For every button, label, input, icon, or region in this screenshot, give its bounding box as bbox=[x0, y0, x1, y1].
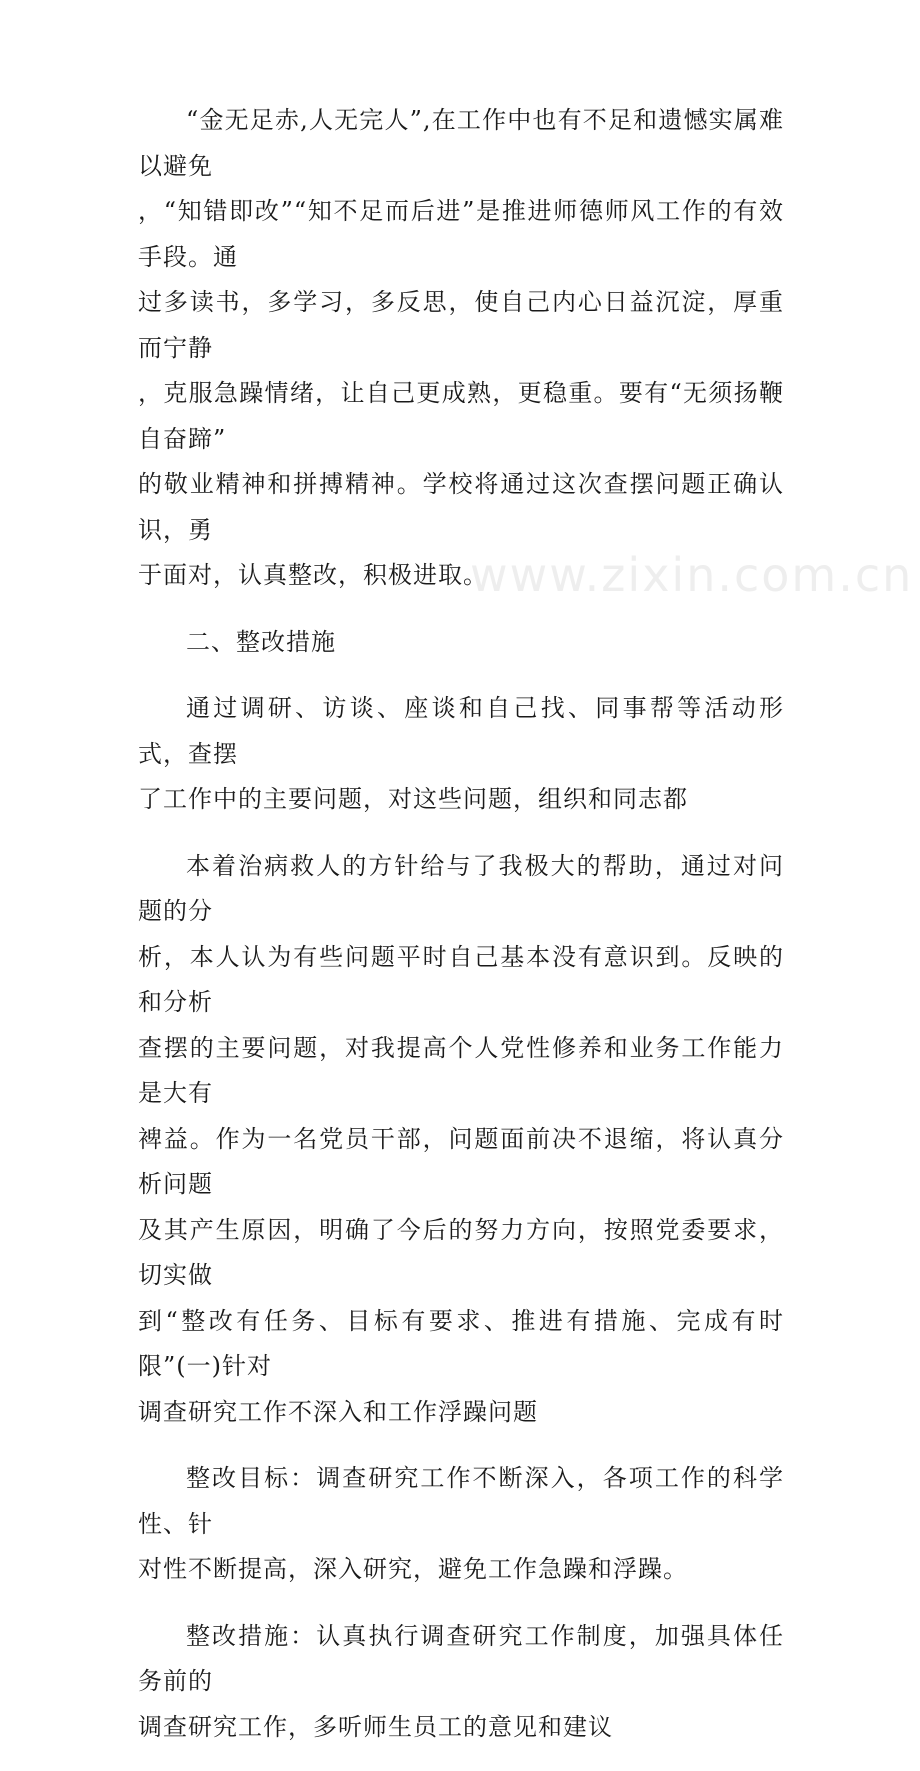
paragraph-analysis: 本着治病救人的方针给与了我极大的帮助，通过对问题的分 析，本人认为有些问题平时自己基本没有意识到。反映的和分析 查摆的主要问题，对我提高个人党性修养和业务工作能力是大有 裨益。作为一名党员干部，问题面前决不退缩，将认真分析问题 及其产生原因，明确了今后的努力方向，按照党委要求，切实做 到“整改有任务、目标有要求、推进有措施、完成有时限”(一)针对 调查研究工作不深入和工作浮躁问题 bbox=[138, 851, 784, 1426]
paragraph-intro: “金无足赤,人无完人”,在工作中也有不足和遗憾实属难以避免 ，“知错即改”“知不足而后进”是推进师德师风工作的有效手段。通 过多读书，多学习，多反思，使自己内心日益沉淀，厚重而宁静 ，克服急躁情绪，让自己更成熟，更稳重。要有“无须扬鞭自奋蹄” 的敬业精神和拼搏精神。学校将通过这次查摆问题正确认识，勇 于面对，认真整改，积极进取。 bbox=[138, 106, 784, 589]
section-heading: 二、整改措施 bbox=[186, 627, 336, 656]
watermark: www.zixin.com.cn bbox=[470, 548, 914, 602]
paragraph-measures: 整改措施：认真执行调查研究工作制度，加强具体任务前的 调查研究工作，多听师生员工的意见和建议 bbox=[138, 1621, 784, 1741]
document-body bbox=[138, 98, 784, 1771]
paragraph-goal: 整改目标：调查研究工作不断深入，各项工作的科学性、针 对性不断提高，深入研究，避免工作急躁和浮躁。 bbox=[138, 1464, 784, 1583]
paragraph-methods: 通过调研、访谈、座谈和自己找、同事帮等活动形式，查摆 了工作中的主要问题，对这些问题，组织和同志都 bbox=[138, 694, 784, 813]
